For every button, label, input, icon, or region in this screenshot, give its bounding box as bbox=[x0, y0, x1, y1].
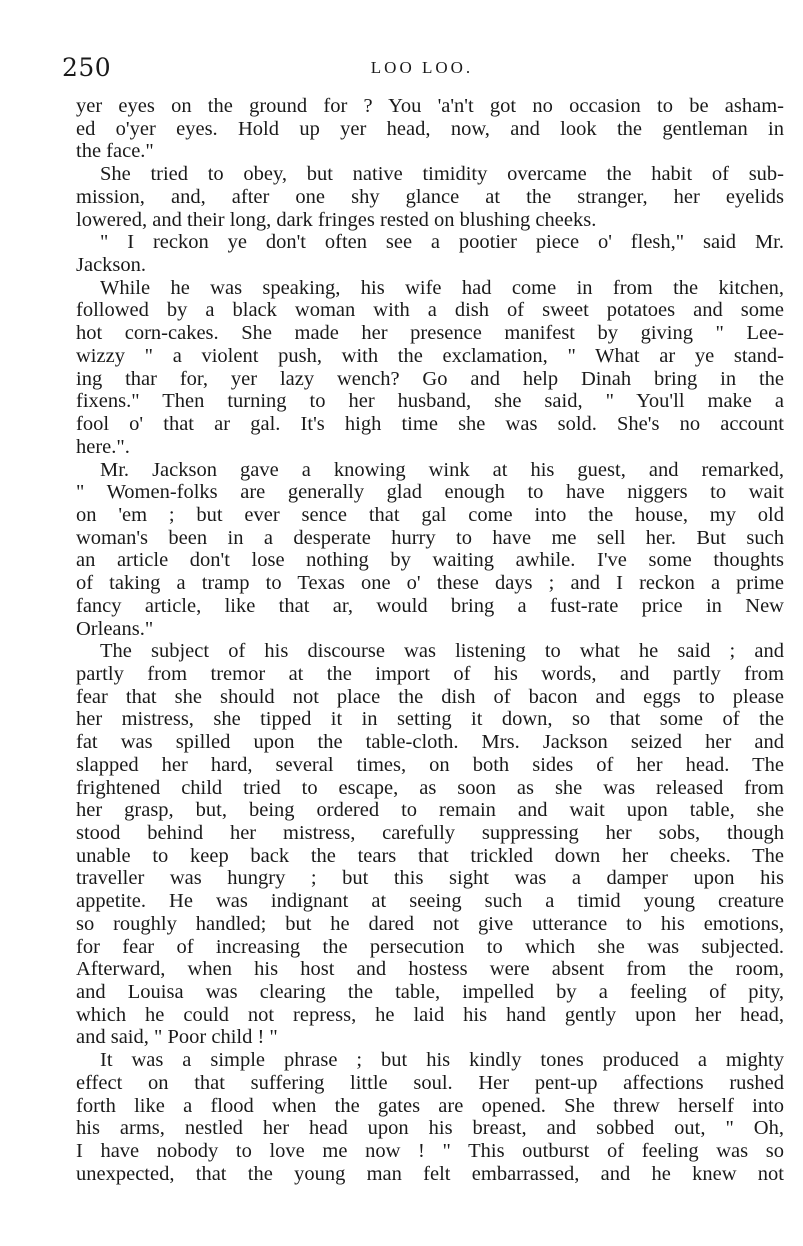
text-line: her grasp, but, being ordered to remain and wait upon table, she bbox=[76, 799, 784, 822]
text-line: The subject of his discourse was listening to what he said ; and bbox=[100, 640, 784, 663]
text-line: Orleans." bbox=[76, 617, 154, 640]
text-line: slapped her hard, several times, on both sides of her head. The bbox=[76, 753, 784, 776]
text-line: unexpected, that the young man felt embarrassed, and he knew not bbox=[76, 1162, 784, 1185]
text-line: and Louisa was clearing the table, impelled by a feeling of pity, bbox=[76, 981, 784, 1004]
text-line: It was a simple phrase ; but his kindly tones produced a mighty bbox=[100, 1049, 784, 1072]
text-line: While he was speaking, his wife had come in from the kitchen, bbox=[100, 276, 784, 299]
text-line: hot corn-cakes. She made her presence manifest by giving " Lee- bbox=[76, 322, 784, 345]
text-line: and said, " Poor child ! " bbox=[76, 1026, 278, 1049]
text-line: for fear of increasing the persecution to which she was subjected. bbox=[76, 935, 784, 958]
text-line: fat was spilled upon the table-cloth. Mrs. Jackson seized her and bbox=[76, 731, 784, 754]
text-line: yer eyes on the ground for ? You 'a'n't got no occasion to be asham- bbox=[76, 95, 784, 117]
text-line: his arms, nestled her head upon his breast, and sobbed out, " Oh, bbox=[76, 1117, 784, 1140]
text-line: which he could not repress, he laid his hand gently upon her head, bbox=[76, 1003, 784, 1026]
text-line: an article don't lose nothing by waiting awhile. I've some thoughts bbox=[76, 549, 784, 572]
text-line: lowered, and their long, dark fringes rested on blushing cheeks. bbox=[76, 208, 597, 231]
page-header bbox=[62, 52, 782, 84]
text-line: followed by a black woman with a dish of sweet potatoes and some bbox=[76, 299, 784, 322]
text-line: unable to keep back the tears that trickled down her cheeks. The bbox=[76, 844, 784, 867]
text-line: frightened child tried to escape, as soon as she was released from bbox=[76, 776, 784, 799]
text-line: fancy article, like that ar, would bring a fust-rate price in New bbox=[76, 594, 784, 617]
text-line: forth like a flood when the gates are opened. She threw herself into bbox=[76, 1094, 784, 1117]
text-line: appetite. He was indignant at seeing such a timid young creature bbox=[76, 890, 784, 913]
text-line: wizzy " a violent push, with the exclamation, " What ar ye stand- bbox=[76, 344, 784, 367]
text-line: fool o' that ar gal. It's high time she was sold. She's no account bbox=[76, 413, 784, 436]
text-line: Jackson. bbox=[76, 254, 147, 277]
text-line: woman's been in a desperate hurry to have me sell her. But such bbox=[76, 526, 784, 549]
text-line: here.". bbox=[76, 435, 130, 458]
text-line: traveller was hungry ; but this sight was a damper upon his bbox=[76, 867, 784, 890]
text-line: ed o'yer eyes. Hold up yer head, now, and look the gentleman in bbox=[76, 117, 784, 140]
text-line: the face." bbox=[76, 140, 154, 163]
text-line: on 'em ; but ever sence that gal come into the house, my old bbox=[76, 503, 784, 526]
text-line: Afterward, when his host and hostess were absent from the room, bbox=[76, 958, 784, 981]
text-line: her mistress, she tipped it in setting it down, so that some of the bbox=[76, 708, 784, 731]
body-text bbox=[76, 95, 784, 1186]
text-line: " Women-folks are generally glad enough to have niggers to wait bbox=[76, 481, 784, 504]
text-line: She tried to obey, but native timidity overcame the habit of sub- bbox=[100, 163, 784, 186]
text-line: mission, and, after one shy glance at the stranger, her eyelids bbox=[76, 185, 784, 208]
text-line: of taking a tramp to Texas one o' these days ; and I reckon a prime bbox=[76, 572, 784, 595]
text-line: Mr. Jackson gave a knowing wink at his guest, and remarked, bbox=[100, 458, 784, 481]
text-line: fixens." Then turning to her husband, she said, " You'll make a bbox=[76, 390, 784, 413]
running-title: LOO LOO. bbox=[370, 58, 474, 77]
text-line: partly from tremor at the import of his words, and partly from bbox=[76, 662, 784, 685]
text-line: I have nobody to love me now ! " This outburst of feeling was so bbox=[76, 1140, 784, 1163]
text-line: so roughly handled; but he dared not give utterance to his emotions, bbox=[76, 912, 784, 935]
text-line: ing thar for, yer lazy wench? Go and help Dinah bring in the bbox=[76, 367, 784, 390]
text-line: " I reckon ye don't often see a pootier piece o' flesh," said Mr. bbox=[100, 231, 784, 254]
text-line: fear that she should not place the dish of bacon and eggs to please bbox=[76, 685, 784, 708]
text-line: stood behind her mistress, carefully suppressing her sobs, though bbox=[76, 822, 784, 844]
page-number: 250 bbox=[62, 53, 112, 82]
text-line: effect on that suffering little soul. Her pent-up affections rushed bbox=[76, 1071, 784, 1094]
